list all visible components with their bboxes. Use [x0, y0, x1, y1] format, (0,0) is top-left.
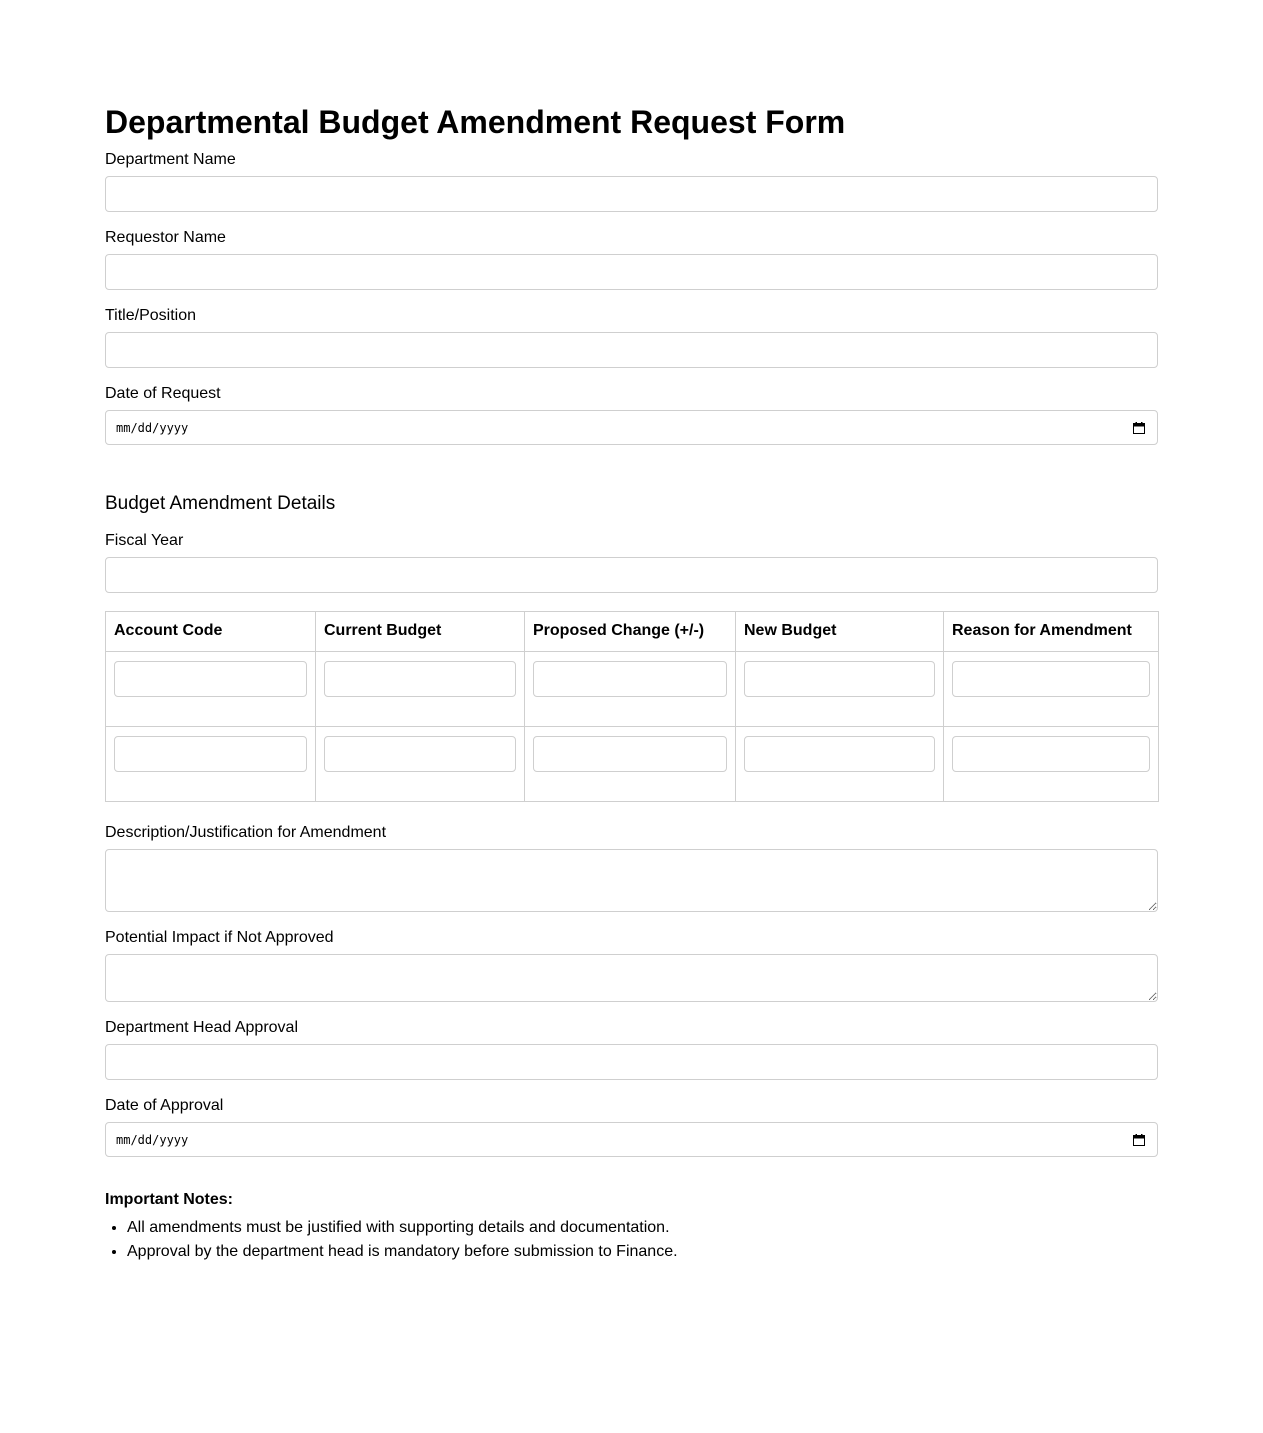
requestor-name-label: Requestor Name	[105, 229, 226, 246]
column-header-reason: Reason for Amendment	[944, 612, 1159, 652]
table-cell	[316, 652, 525, 727]
calendar-icon[interactable]	[1133, 1134, 1145, 1146]
new-budget-input[interactable]	[744, 736, 935, 772]
date-of-request-label: Date of Request	[105, 385, 221, 402]
page-title: Departmental Budget Amendment Request Form	[105, 104, 846, 140]
proposed-change-input[interactable]	[533, 736, 727, 772]
date-of-approval-label: Date of Approval	[105, 1097, 224, 1114]
fiscal-year-input[interactable]	[105, 557, 1158, 593]
department-name-input[interactable]	[105, 176, 1158, 212]
table-cell	[316, 727, 525, 802]
table-cell	[736, 652, 944, 727]
important-notes	[105, 1188, 1158, 1260]
title-position-label: Title/Position	[105, 307, 196, 324]
budget-details-heading: Budget Amendment Details	[105, 493, 336, 514]
proposed-change-input[interactable]	[533, 661, 727, 697]
description-label: Description/Justification for Amendment	[105, 824, 387, 841]
table-cell	[106, 727, 316, 802]
date-of-request-input[interactable]	[105, 410, 1158, 445]
table-cell	[106, 652, 316, 727]
account-code-input[interactable]	[114, 661, 307, 697]
table-cell	[525, 727, 736, 802]
table-cell	[944, 727, 1159, 802]
column-header-account-code: Account Code	[106, 612, 316, 652]
column-header-new-budget: New Budget	[736, 612, 944, 652]
table-row	[106, 652, 1159, 727]
department-name-label: Department Name	[105, 151, 236, 168]
impact-label: Potential Impact if Not Approved	[105, 929, 334, 946]
column-header-current-budget: Current Budget	[316, 612, 525, 652]
calendar-icon[interactable]	[1133, 422, 1145, 434]
account-code-input[interactable]	[114, 736, 307, 772]
fiscal-year-label: Fiscal Year	[105, 532, 184, 549]
title-position-input[interactable]	[105, 332, 1158, 368]
description-textarea[interactable]	[105, 849, 1158, 912]
table-row	[106, 727, 1159, 802]
current-budget-input[interactable]	[324, 736, 516, 772]
table-cell	[736, 727, 944, 802]
head-approval-input[interactable]	[105, 1044, 1158, 1080]
table-header-row	[106, 612, 1159, 652]
reason-input[interactable]	[952, 661, 1150, 697]
date-of-approval-placeholder: mm/dd/yyyy	[116, 1133, 189, 1147]
column-header-proposed-change: Proposed Change (+/-)	[525, 612, 736, 652]
budget-amendment-table	[105, 611, 1159, 802]
table-cell	[944, 652, 1159, 727]
requestor-name-input[interactable]	[105, 254, 1158, 290]
notes-heading: Important Notes:	[105, 1191, 233, 1208]
current-budget-input[interactable]	[324, 661, 516, 697]
list-item: • Approval by the department head is mandatory before submission to Finance.	[127, 1240, 678, 1264]
head-approval-label: Department Head Approval	[105, 1019, 298, 1036]
date-of-approval-input[interactable]	[105, 1122, 1158, 1157]
list-item: • All amendments must be justified with supporting details and documentation.	[127, 1216, 678, 1240]
new-budget-input[interactable]	[744, 661, 935, 697]
impact-textarea[interactable]	[105, 954, 1158, 1002]
date-of-request-placeholder: mm/dd/yyyy	[116, 421, 189, 435]
reason-input[interactable]	[952, 736, 1150, 772]
table-cell	[525, 652, 736, 727]
notes-list	[105, 1216, 678, 1264]
